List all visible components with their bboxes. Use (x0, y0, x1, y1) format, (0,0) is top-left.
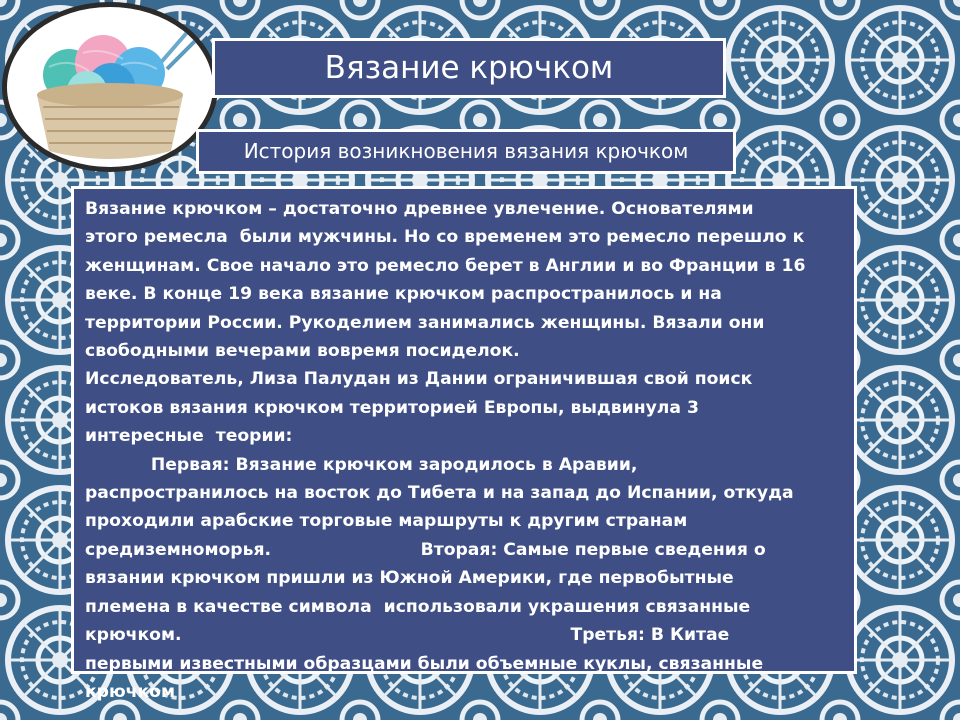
yarn-basket-logo (2, 2, 218, 172)
body-line: племена в качестве символа использовали украшения связанные (85, 596, 751, 617)
body-line: крючком (85, 681, 175, 702)
body-line: распространилось на восток до Тибета и на запад до Испании, откуда (85, 483, 794, 504)
body-line: женщинам. Свое начало это ремесло берет в Англии и во Франции в 16 (85, 255, 806, 276)
body-line: интересные теории: (85, 426, 293, 447)
body-line: этого ремесла были мужчины. Но со временем это ремесло перешло к (85, 227, 805, 248)
slide-title: Вязание крючком (212, 38, 726, 98)
body-line: средиземноморья. Вторая: Самые первые сведения о (85, 539, 766, 560)
body-line: территории России. Рукоделием занимались женщины. Вязали они (85, 312, 765, 333)
body-line: Первая: Вязание крючком зародилось в Аравии, (85, 454, 638, 475)
body-line: веке. В конце 19 века вязание крючком распространилось и на (85, 284, 722, 305)
body-line: свободными вечерами вовремя посиделок. (85, 341, 520, 362)
body-text (85, 195, 850, 706)
body-line: вязании крючком пришли из Южной Америки, где первобытные (85, 568, 734, 589)
body-line: проходили арабские торговые маршруты к другим странам (85, 511, 688, 532)
body-line: первыми известными образцами были объемные куклы, связанные (85, 653, 764, 674)
body-line: истоков вязания крючком территорией Европы, выдвинула 3 (85, 397, 699, 418)
yarn-basket-icon (7, 7, 213, 167)
slide-subtitle: История возникновения вязания крючком (196, 129, 736, 174)
body-line: крючком. Третья: В Китае (85, 625, 730, 646)
body-line: Исследователь, Лиза Палудан из Дании ограничившая свой поиск (85, 369, 753, 390)
body-line: Вязание крючком – достаточно древнее увлечение. Основателями (85, 199, 754, 219)
